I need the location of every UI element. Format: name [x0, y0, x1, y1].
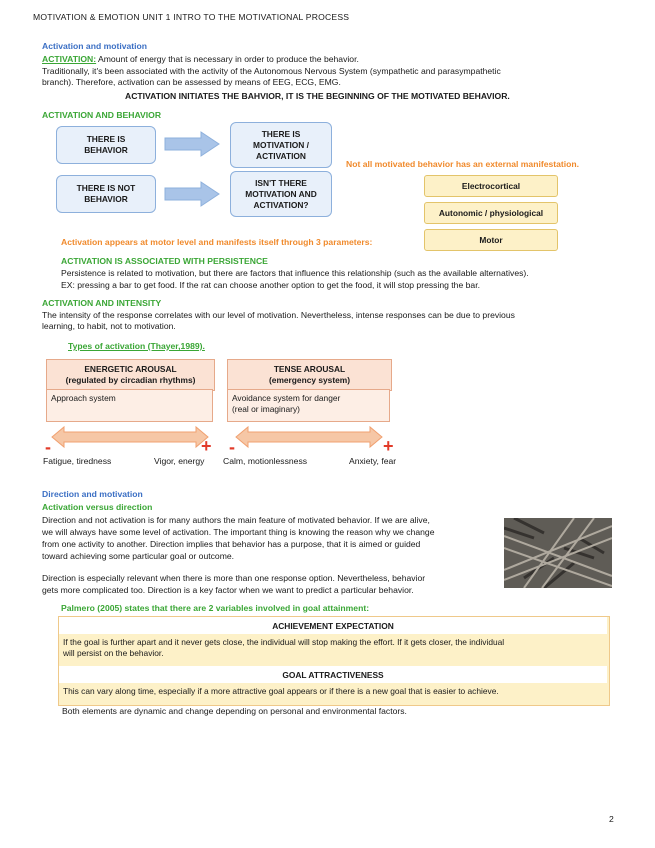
tense-arousal-body	[227, 389, 390, 422]
box-motivation-activation	[230, 122, 332, 168]
goal-attractiveness-header: GOAL ATTRACTIVENESS	[59, 666, 607, 683]
paragraph-line: Persistence is related to motivation, but there are factors that influence this relationship (such as the available alternatives).	[61, 268, 529, 278]
section-heading-activation: Activation and motivation	[42, 41, 148, 51]
paragraph-line: The intensity of the response correlates with our level of motivation. Nevertheless, intense responses can be due to previous	[42, 310, 515, 320]
activation-definition-text: Amount of energy that is necessary in order to produce the behavior.	[96, 54, 359, 64]
box-label: THERE IS NOT BEHAVIOR	[76, 183, 136, 204]
energetic-subtitle: (regulated by circadian rhythms)	[65, 375, 196, 385]
railroad-tracks-image	[504, 518, 612, 588]
paragraph-line: from one activity to another. Direction implies that behavior has a purpose, that it is aimed or guided	[42, 539, 421, 549]
tense-arousal-header	[227, 359, 392, 391]
goal-attractiveness-body: This can vary along time, especially if a more attractive goal appears or if there is a new goal that is easier to achieve.	[59, 684, 607, 703]
tense-body-line: (real or imaginary)	[232, 404, 300, 414]
tense-subtitle: (emergency system)	[269, 375, 350, 385]
goal-text-line: If the goal is further apart and it never gets close, the individual will stop making the effort. If it gets closer, the individual	[63, 637, 505, 647]
box-label: ISN'T THERE MOTIVATION AND ACTIVATION?	[245, 177, 317, 210]
box-label: THERE IS BEHAVIOR	[84, 134, 128, 155]
box-there-is-not-behavior	[56, 175, 156, 213]
section-heading-intensity: ACTIVATION AND INTENSITY	[42, 298, 162, 308]
thayer-heading: Types of activation (Thayer,1989).	[68, 341, 205, 351]
paragraph-line: EX: pressing a bar to get food. If the rat can choose another option to get the food, it will stop pressing the bar.	[61, 280, 480, 290]
minus-sign-energetic: -	[45, 437, 51, 457]
level-autonomic: Autonomic / physiological	[424, 202, 558, 224]
arrow-right-icon	[163, 180, 223, 208]
section-heading-direction: Direction and motivation	[42, 489, 143, 499]
box-isnt-there-motivation	[230, 171, 332, 217]
energetic-arousal-header	[46, 359, 215, 391]
goal-footer: Both elements are dynamic and change depending on personal and environmental factors.	[62, 706, 407, 716]
energetic-title: ENERGETIC AROUSAL	[84, 364, 177, 374]
box-there-is-behavior	[56, 126, 156, 164]
orange-note: Not all motivated behavior has an external manifestation.	[346, 159, 580, 169]
level-motor: Motor	[424, 229, 558, 251]
tense-body-line: Avoidance system for danger	[232, 393, 341, 403]
label-calm: Calm, motionlessness	[223, 456, 308, 466]
plus-sign-tense: +	[383, 436, 394, 456]
label-fatigue: Fatigue, tiredness	[43, 456, 112, 466]
paragraph-line: gets more complicated too. Direction is a key factor when we want to predict a particular behavior.	[42, 585, 414, 595]
box-label: THERE IS MOTIVATION / ACTIVATION	[253, 128, 309, 161]
goal-text-line: will persist on the behavior.	[63, 648, 164, 658]
achievement-expectation-body	[59, 635, 607, 665]
section-heading-activation-behavior: ACTIVATION AND BEHAVIOR	[42, 110, 162, 120]
goal-heading: Palmero (2005) states that there are 2 variables involved in goal attainment:	[61, 603, 370, 613]
paragraph-line: Direction and not activation is for many authors the main feature of motivated behavior. If we are alive,	[42, 515, 430, 525]
label-vigor: Vigor, energy	[154, 456, 205, 466]
achievement-expectation-header: ACHIEVEMENT EXPECTATION	[59, 617, 607, 634]
section-heading-persistence: ACTIVATION IS ASSOCIATED WITH PERSISTENCE	[61, 256, 268, 266]
minus-sign-tense: -	[229, 437, 235, 457]
activation-term: ACTIVATION:	[42, 54, 97, 64]
energetic-arousal-body: Approach system	[46, 389, 213, 422]
subheading-activation-vs-direction: Activation versus direction	[42, 502, 153, 512]
tense-title: TENSE AROUSAL	[273, 364, 346, 374]
page-number: 2	[609, 814, 614, 824]
double-arrow-energetic-icon	[50, 425, 210, 449]
label-anxiety: Anxiety, fear	[349, 456, 397, 466]
paragraph-line: we will always have some level of activation. The important thing is knowing the reason why we change	[42, 527, 435, 537]
arrow-right-icon	[163, 130, 223, 158]
paragraph-line: Traditionally, it's been associated with the activity of the Autonomous Nervous System (sympathetic and parasympathetic	[42, 66, 501, 76]
activation-definition	[42, 54, 359, 65]
paragraph-line: learning, to habit, not to motivation.	[42, 321, 176, 331]
paragraph-line: branch). Therefore, activation can be assessed by means of EEG, ECG, EMG.	[42, 77, 341, 87]
level-electrocortical: Electrocortical	[424, 175, 558, 197]
document-title: MOTIVATION & EMOTION UNIT 1 INTRO TO THE MOTIVATIONAL PROCESS	[33, 12, 350, 22]
double-arrow-tense-icon	[234, 425, 384, 449]
plus-sign-energetic: +	[201, 436, 212, 456]
paragraph-line: toward achieving some particular goal or outcome.	[42, 551, 235, 561]
orange-parameters-line: Activation appears at motor level and manifests itself through 3 parameters:	[61, 237, 373, 247]
paragraph-line: Direction is especially relevant when there is more than one response option. Nevertheless, behavior	[42, 573, 426, 583]
key-statement: ACTIVATION INITIATES THE BAHVIOR, IT IS THE BEGINNING OF THE MOTIVATED BEHAVIOR.	[125, 91, 510, 101]
